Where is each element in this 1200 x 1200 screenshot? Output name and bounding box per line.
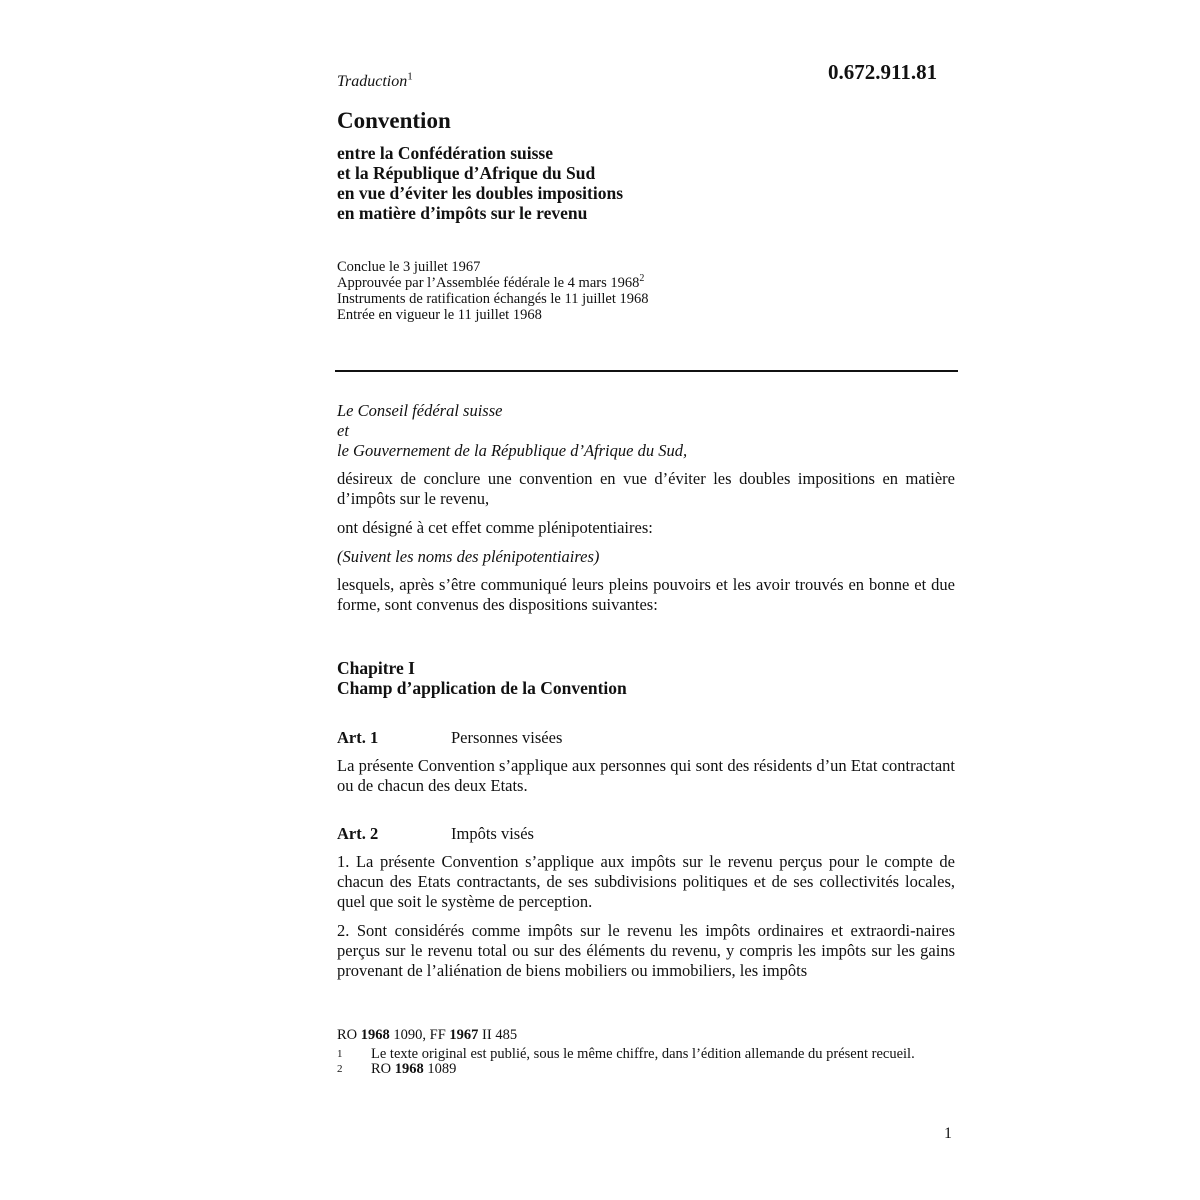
preamble-parties	[337, 401, 687, 461]
preamble-paragraph: (Suivent les noms des plénipotentiaires)	[337, 547, 600, 566]
footnote-ref-1[interactable]: 1	[407, 70, 413, 83]
ratification-date: Instruments de ratification échangés le 11 juillet 1968	[337, 291, 649, 307]
horizontal-rule	[335, 370, 958, 372]
party-swiss: Le Conseil fédéral suisse	[337, 401, 503, 420]
sr-number: 0.672.911.81	[828, 60, 938, 84]
article-number: Art. 2	[337, 824, 379, 843]
article-paragraph: 2. Sont considérés comme impôts sur le revenu les impôts ordinaires et extraordi-naires perçus sur le revenu total ou sur des éléments du revenu, y compris les impôts sur les gains provenant de l’aliénation de biens mobiliers ou immobiliers, les impôts	[337, 921, 955, 980]
ro-page: 1089	[427, 1061, 457, 1077]
chapter-title: Champ d’application de la Convention	[337, 678, 627, 698]
footnotes	[337, 1028, 937, 1077]
document-subtitle	[337, 143, 623, 223]
article-paragraph: La présente Convention s’applique aux personnes qui sont des résidents d’un Etat contractant ou de chacun des deux Etats.	[337, 756, 955, 795]
ro-page: 1090, FF	[393, 1027, 446, 1043]
party-conjunction: et	[337, 421, 349, 440]
chapter-number: Chapitre I	[337, 658, 415, 678]
article-paragraph: 1. La présente Convention s’applique aux impôts sur le revenu perçus pour le compte de chacun des Etats contractants, de ses subdivisions politiques et de ses collectivités locales, quel que soit le système de perception.	[337, 852, 955, 911]
preamble-paragraph: désireux de conclure une convention en vue d’éviter les doubles impositions en matière d’impôts sur le revenu,	[337, 469, 955, 508]
translation-label	[337, 70, 413, 91]
subtitle-line: en vue d’éviter les doubles impositions	[337, 183, 624, 203]
ro-year: 1968	[360, 1027, 390, 1043]
ff-ref: II 485	[482, 1027, 518, 1043]
approved-date	[337, 275, 649, 291]
concluded-date: Conclue le 3 juillet 1967	[337, 259, 481, 275]
preamble-paragraph: lesquels, après s’être communiqué leurs pleins pouvoirs et les avoir trouvés en bonne et due forme, sont convenus des dispositions suivantes:	[337, 575, 955, 614]
footnote-1	[337, 1047, 937, 1062]
dates-block	[337, 259, 649, 323]
approved-date-text: Approuvée par l’Assemblée fédérale le 4 mars 1968	[337, 275, 640, 291]
footnote-number: 2	[337, 1063, 343, 1075]
subtitle-line: et la République d’Afrique du Sud	[337, 163, 596, 183]
chapter-heading	[337, 658, 627, 698]
footnote-ref-2[interactable]: 2	[639, 273, 645, 285]
translation-text: Traduction	[337, 73, 408, 90]
ro-label: RO	[337, 1027, 358, 1043]
footnote-text	[371, 1062, 456, 1077]
entry-into-force-date: Entrée en vigueur le 11 juillet 1968	[337, 307, 542, 323]
footnote-2	[337, 1062, 937, 1077]
article-title: Impôts visés	[451, 824, 534, 843]
article-number: Art. 1	[337, 728, 379, 747]
article-title: Personnes visées	[451, 728, 563, 747]
source-reference	[337, 1028, 937, 1043]
footnote-text: Le texte original est publié, sous le même chiffre, dans l’édition allemande du présent recueil.	[371, 1046, 915, 1062]
subtitle-line: entre la Confédération suisse	[337, 143, 553, 163]
page-number: 1	[944, 1125, 952, 1142]
ro-year: 1968	[394, 1061, 424, 1077]
document-title: Convention	[337, 108, 451, 133]
subtitle-line: en matière d’impôts sur le revenu	[337, 203, 588, 223]
footnote-number: 1	[337, 1048, 343, 1060]
ff-year: 1967	[449, 1027, 479, 1043]
ro-label: RO	[371, 1061, 392, 1077]
preamble-paragraph: ont désigné à cet effet comme plénipotentiaires:	[337, 518, 653, 537]
party-south-africa: le Gouvernement de la République d’Afrique du Sud,	[337, 441, 688, 460]
